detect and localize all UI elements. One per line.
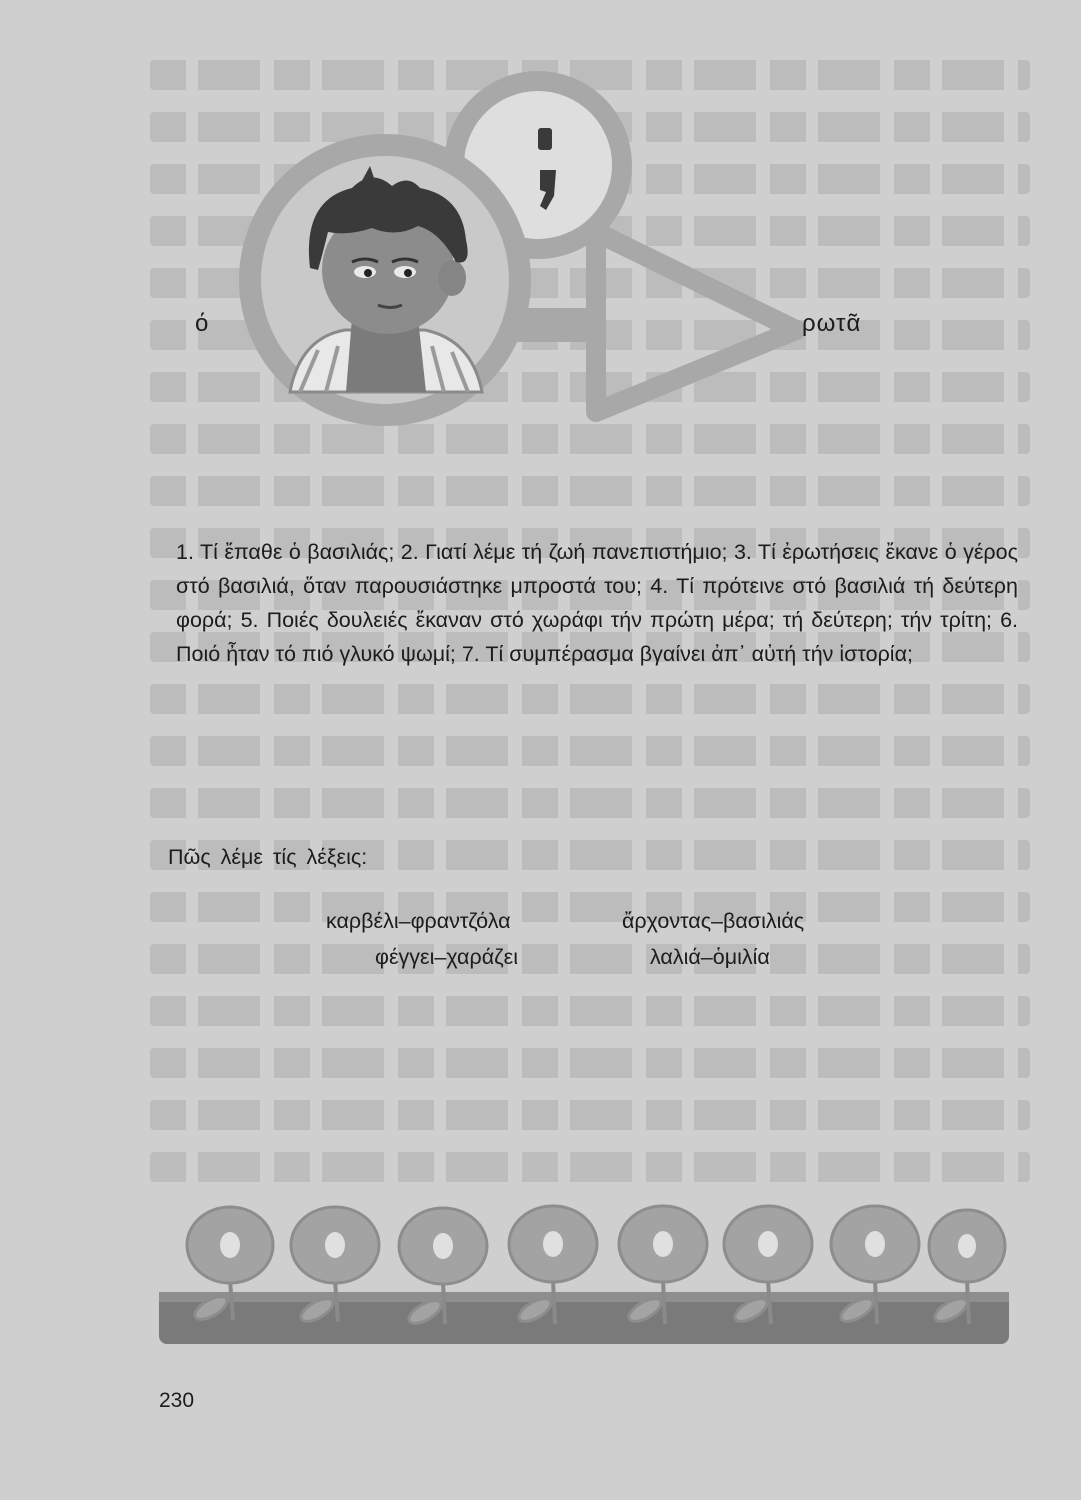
illustration-right-word: ρωτᾶ: [802, 310, 862, 337]
synonym-row: [320, 939, 880, 975]
boy-asks-illustration: [0, 0, 1081, 460]
page-number: 230: [159, 1389, 195, 1412]
flower-border-illustration: [155, 1200, 1035, 1370]
synonym-pair: φέγγει–χαράζει: [375, 945, 518, 969]
comprehension-questions: 1. Τί ἔπαθε ὁ βασιλιάς; 2. Γιατί λέμε τή ζωή πανεπιστήμιο; 3. Τί ἐρωτήσεις ἔκανε ὁ γέρος στό βασιλιά, ὅταν παρουσιάστηκε μπροστά του; 4. Τί πρότεινε στό βασιλιά τή δεύτερη φορά; 5. Ποιές δουλειές ἔκαναν στό χωράφι τήν πρώτη μέρα; τή δεύτερη; τήν τρίτη; 6. Ποιό ἦταν τό πιό γλυκό ψωμί; 7. Τί συμπέρασμα βγαίνει ἀπ᾽ αὐτή τήν ἱστορία;: [176, 540, 1018, 666]
synonyms-heading: Πῶς λέμε τίς λέξεις:: [168, 845, 368, 869]
synonym-pair: ἄρχοντας–βασιλιάς: [622, 909, 805, 933]
arrow-head: [596, 232, 796, 412]
synonym-pairs: [320, 903, 880, 975]
synonym-row: [320, 903, 880, 939]
synonym-pair: καρβέλι–φραντζόλα: [326, 909, 511, 933]
synonym-pair: λαλιά–ὁμιλία: [650, 945, 770, 969]
illustration-left-word: ό: [195, 310, 209, 337]
